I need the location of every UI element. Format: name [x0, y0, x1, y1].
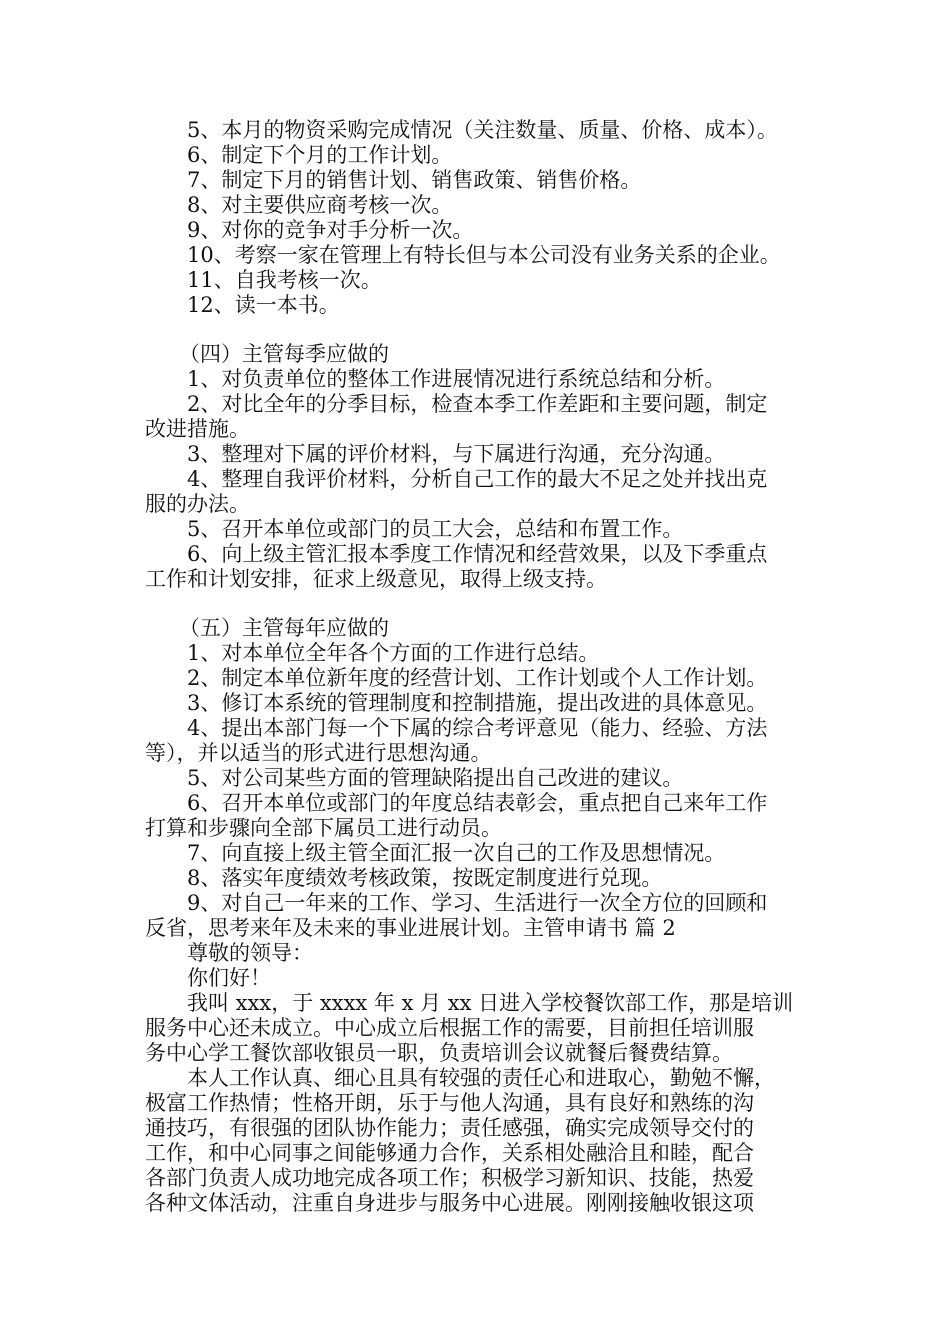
- list-item: 1、对本单位全年各个方面的工作进行总结。: [187, 641, 600, 665]
- list-item: 2、对比全年的分季目标，检查本季工作差距和主要问题，制定: [187, 392, 768, 416]
- section-spacer: [145, 592, 825, 616]
- letter-greeting: 你们好！: [187, 966, 271, 990]
- list-item-continuation: 等），并以适当的形式进行思想沟通。: [145, 741, 492, 765]
- list-item: 12、读一本书。: [187, 293, 340, 317]
- list-item: 4、提出本部门每一个下属的综合考评意见（能力、经验、方法: [187, 716, 768, 740]
- section-spacer: [145, 318, 825, 342]
- list-item-continuation: 打算和步骤向全部下属员工进行动员。: [145, 816, 502, 840]
- list-item: 3、修订本系统的管理制度和控制措施，提出改进的具体意见。: [187, 691, 768, 715]
- paragraph-line: 我叫 xxx，于 xxxx 年 x 月 xx 日进入学校餐饮部工作，那是培训: [187, 991, 794, 1015]
- list-item-continuation: 改进措施。: [145, 417, 250, 441]
- list-item: 7、制定下月的销售计划、销售政策、销售价格。: [187, 168, 642, 192]
- paragraph-line: 各种文体活动，注重自身进步与服务中心进展。刚刚接触收银这项: [145, 1191, 754, 1215]
- list-item: 1、对负责单位的整体工作进展情况进行系统总结和分析。: [187, 367, 726, 391]
- list-item: 5、本月的物资采购完成情况（关注数量、质量、价格、成本）。: [187, 118, 778, 142]
- paragraph-line: 工作，和中心同事之间能够通力合作，关系相处融洽且和睦，配合: [145, 1141, 754, 1165]
- list-item-continuation: 工作和计划安排，征求上级意见，取得上级支持。: [145, 567, 607, 591]
- list-item: 6、召开本单位或部门的年度总结表彰会，重点把自己来年工作: [187, 791, 768, 815]
- list-item: 6、制定下个月的工作计划。: [187, 143, 453, 167]
- list-item: 9、对自己一年来的工作、学习、生活进行一次全方位的回顾和: [187, 891, 768, 915]
- list-item: 2、制定本单位新年度的经营计划、工作计划或个人工作计划。: [187, 666, 768, 690]
- list-item: 5、对公司某些方面的管理缺陷提出自己改进的建议。: [187, 766, 684, 790]
- list-item: 10、考察一家在管理上有特长但与本公司没有业务关系的企业。: [187, 243, 781, 267]
- list-item: 6、向上级主管汇报本季度工作情况和经营效果，以及下季重点: [187, 542, 768, 566]
- section-heading-yearly: （五）主管每年应做的: [179, 616, 389, 640]
- list-item: 8、对主要供应商考核一次。: [187, 193, 453, 217]
- list-item: 4、整理自我评价材料，分析自己工作的最大不足之处并找出克: [187, 467, 768, 491]
- list-item: 5、召开本单位或部门的员工大会，总结和布置工作。: [187, 517, 684, 541]
- paragraph-line: 本人工作认真、细心且具有较强的责任心和进取心，勤勉不懈，: [187, 1066, 775, 1090]
- letter-salutation: 尊敬的领导：: [187, 941, 313, 965]
- list-item: 3、整理对下属的评价材料，与下属进行沟通，充分沟通。: [187, 442, 726, 466]
- list-item: 9、对你的竞争对手分析一次。: [187, 218, 474, 242]
- document-page: [145, 118, 825, 1216]
- paragraph-line: 极富工作热情；性格开朗，乐于与他人沟通，具有良好和熟练的沟: [145, 1091, 754, 1115]
- paragraph-line: 通技巧，有很强的团队协作能力；责任感强，确实完成领导交付的: [145, 1116, 754, 1140]
- list-item: 11、自我考核一次。: [187, 268, 382, 292]
- list-item: 8、落实年度绩效考核政策，按既定制度进行兑现。: [187, 866, 663, 890]
- list-item-continuation: 服的办法。: [145, 492, 250, 516]
- paragraph-line: 各部门负责人成功地完成各项工作；积极学习新知识、技能，热爱: [145, 1166, 754, 1190]
- paragraph-line: 服务中心还未成立。中心成立后根据工作的需要，目前担任培训服: [145, 1016, 754, 1040]
- section-heading-quarterly: （四）主管每季应做的: [179, 342, 389, 366]
- list-item-continuation: 反省，思考来年及未来的事业进展计划。主管申请书 篇 2: [145, 916, 676, 940]
- list-item: 7、向直接上级主管全面汇报一次自己的工作及思想情况。: [187, 841, 726, 865]
- paragraph-line: 务中心学工餐饮部收银员一职，负责培训会议就餐后餐费结算。: [145, 1041, 733, 1065]
